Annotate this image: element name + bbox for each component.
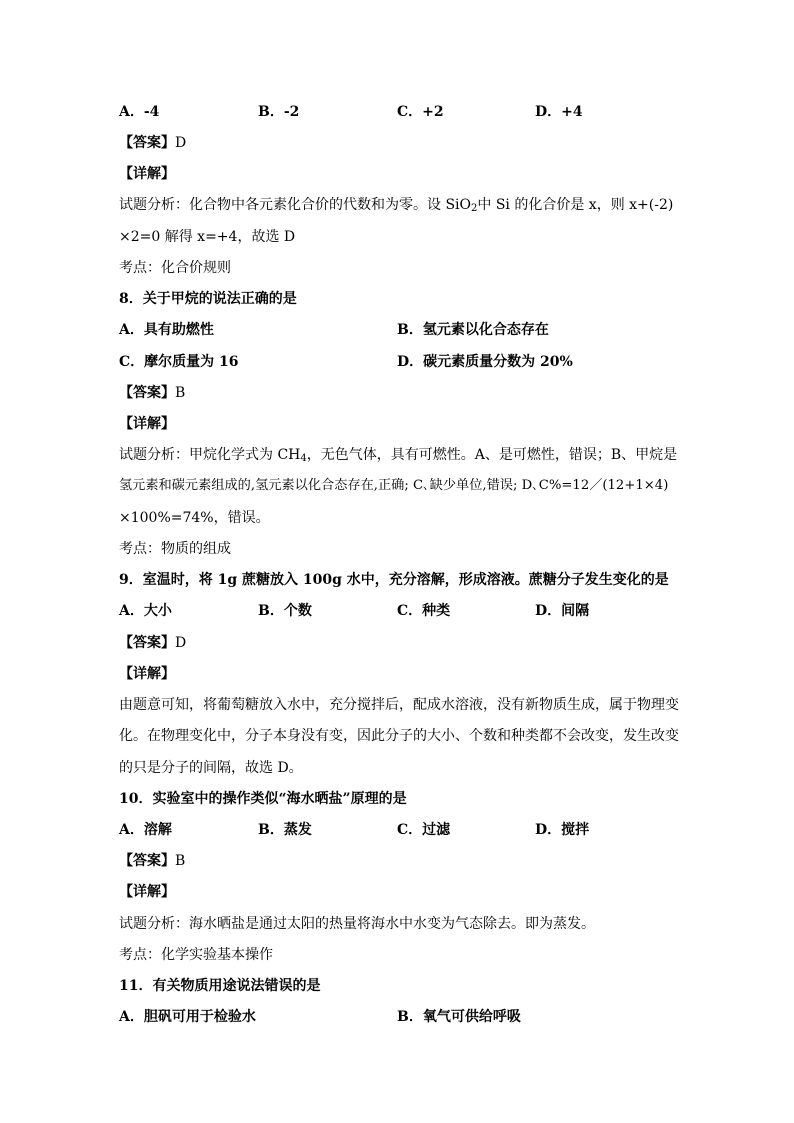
answer-value: D [175,635,187,651]
q8-kaodian: 考点：物质的组成 [119,541,231,557]
q10-analysis-line1: 试题分析：海水晒盐是通过太阳的热量将海水中水变为气态除去。即为蒸发。 [119,916,595,932]
q7-analysis-line1 [119,195,673,215]
q11-option-b: B．氧气可供给呼吸 [397,1009,521,1025]
q8-stem: 8．关于甲烷的说法正确的是 [119,291,297,307]
q8-analysis-line2: 氢元素和碳元素组成的,氢元素以化合态存在,正确; C､缺少单位,错误; D､C%=12／(12+1×4) [119,478,669,493]
q8-analysis-text-b: ，无色气体，具有可燃性。A、是可燃性，错误；B、甲烷是 [306,447,678,463]
answer-value: B [175,853,186,869]
answer-label: 【答案】 [119,135,175,151]
q9-detail-label: 【详解】 [119,666,175,682]
q9-option-a: A．大小 [119,603,172,619]
q8-analysis-text-a: 试题分析：甲烷化学式为 CH [119,447,301,463]
q8-subscript: 4 [300,453,307,464]
answer-label: 【答案】 [119,853,175,869]
q8-option-d: D．碳元素质量分数为 20% [397,354,573,370]
q10-kaodian: 考点：化学实验基本操作 [119,947,273,963]
q9-option-d: D．间隔 [535,603,590,619]
q9-stem: 9．室温时，将 1g 蔗糖放入 100g 水中，充分溶解，形成溶液。蔗糖分子发生变化的是 [119,572,669,588]
q7-kaodian: 考点：化合价规则 [119,260,231,276]
q7-subscript: 2 [471,203,478,214]
q7-analysis-line2: ×2=0 解得 x=+4，故选 D [119,229,296,245]
q7-option-b: B．-2 [258,104,300,120]
q10-option-b: B．蒸发 [258,822,312,838]
q7-analysis-text-a: 试题分析：化合物中各元素化合价的代数和为零。设 SiO [119,197,471,213]
q10-option-c: C．过滤 [397,822,451,838]
answer-label: 【答案】 [119,385,175,401]
q9-analysis-line2: 化。在物理变化中，分子本身没有变，因此分子的大小、个数和种类都不会改变，发生改变 [119,728,679,744]
q11-option-a: A．胆矾可用于检验水 [119,1009,256,1025]
q7-answer [119,133,186,153]
q9-option-b: B．个数 [258,603,312,619]
q10-answer [119,851,185,871]
answer-label: 【答案】 [119,635,175,651]
q9-answer [119,633,186,653]
answer-value: D [175,135,187,151]
q8-option-a: A．具有助燃性 [119,322,214,338]
q8-analysis-line1 [119,445,677,465]
q9-analysis-line1: 由题意可知，将葡萄糖放入水中，充分搅拌后，配成水溶液，没有新物质生成，属于物理变 [119,697,679,713]
q11-stem: 11．有关物质用途说法错误的是 [119,978,321,994]
q8-option-b: B．氢元素以化合态存在 [397,322,549,338]
q10-option-d: D．搅拌 [535,822,590,838]
q9-analysis-line3: 的只是分子的间隔，故选 D。 [119,760,303,776]
q8-detail-label: 【详解】 [119,416,175,432]
q7-option-a: A．-4 [119,104,160,120]
q7-option-c: C．+2 [397,104,444,120]
q8-analysis-line3: ×100%=74%，错误。 [119,510,270,526]
q7-option-d: D．+4 [535,104,583,120]
q8-option-c: C．摩尔质量为 16 [119,354,239,370]
q10-stem: 10．实验室中的操作类似“海水晒盐”原理的是 [119,791,407,807]
q9-option-c: C．种类 [397,603,451,619]
q8-answer [119,383,185,403]
q7-detail-label: 【详解】 [119,166,175,182]
q7-analysis-text-b: 中 Si 的化合价是 x，则 x+(-2) [477,197,674,213]
q10-option-a: A．溶解 [119,822,172,838]
q10-detail-label: 【详解】 [119,884,175,900]
answer-value: B [175,385,186,401]
